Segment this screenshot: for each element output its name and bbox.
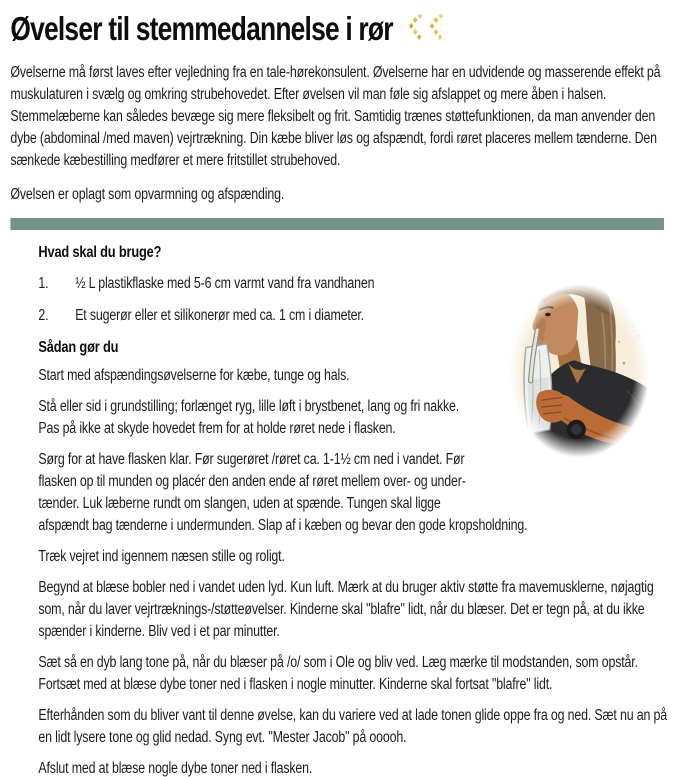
list-number: 1.	[38, 275, 49, 292]
requirement-item-1	[38, 273, 472, 295]
list-number: 2.	[38, 307, 49, 324]
intro-paragraph-2: Øvelsen er oplagt som opvarmning og afspænding.	[10, 186, 285, 203]
list-text: Et sugerør eller et silikonerør med ca. 1 cm i diameter.	[75, 307, 364, 324]
requirement-item-2	[38, 305, 472, 327]
page-title: Øvelser til stemmedannelse i rør	[10, 10, 393, 47]
instruction-step-5: Begynd at blæse bobler ned i vandet uden lyd. Kun luft. Mærk at du bruger aktiv støtte fra mavemusklerne, nøjagtig som, når du laver vejrtræknings-/støtteøvelser. Kinderne skal "blafre" lidt, når du blæser. Det er tegn på, at du ikke spænder i kinderne. Bliv ved i et par minutter.	[38, 579, 654, 640]
photo-woman-straw-bottle	[484, 254, 674, 488]
intro-paragraph-1: Øvelserne må først laves efter vejledning fra en tale-hørekonsulent. Øvelserne har en udvidende og masserende effekt på muskulaturen i svælg og omkring strubehovedet. Efter øvelsen vil man føle sig afslappet og mere åben i halsen. Stemmelæberne kan således bevæge sig mere fleksibelt og frit. Samtidig trænes støttefunktionen, da man anvender den dybe (abdominal /med maven) vejrtrækning. Din kæbe bliver løs og afspændt, fordi røret placeres mellem tænderne. Den sænkede kæbestilling medfører et mere fritstillet strubehoved.	[10, 64, 661, 169]
content-wrapper	[0, 8, 687, 777]
requirements-heading: Hvad skal du bruge?	[38, 244, 162, 261]
double-left-chevron-icon	[404, 12, 450, 50]
instruction-step-3: Sørg for at have flasken klar. Før sugerøret /røret ca. 1-1½ cm ned i vandet. Før flasken op til munden og placér den anden ende af røret mellem over- og under- tænder. Luk læberne rundt om slangen, uden at spænde. Tungen skal ligge afspændt bag tænderne i undermunden. Slap af i kæben og bevar den gode kropsholdning.	[38, 451, 528, 534]
page-title-row	[10, 8, 674, 50]
instruction-step-1: Start med afspændingsøvelserne for kæbe, tunge og hals.	[38, 367, 350, 384]
list-text: ½ L plastikflaske med 5-6 cm varmt vand fra vandhanen	[75, 275, 375, 292]
instruction-step-4: Træk vejret ind igennem næsen stille og roligt.	[38, 548, 285, 565]
section-divider-bar	[10, 218, 664, 230]
instruction-step-8: Afslut med at blæse nogle dybe toner ned i flasken.	[38, 760, 313, 777]
instruction-step-2: Stå eller sid i grundstilling; forlænget ryg, lille løft i brystbenet, lang og fri nakke. Pas på ikke at skyde hovedet frem for at holde røret nede i flasken.	[38, 398, 460, 437]
instructions-heading: Sådan gør du	[38, 339, 119, 356]
instruction-step-6: Sæt så en dyb lang tone på, når du blæser på /o/ som i Ole og bliv ved. Læg mærke til modstanden, som opstår. Fortsæt med at blæse dybe toner ned i flasken i nogle minutter. Kinderne skal fortsat "blafre" lidt.	[38, 654, 638, 693]
instruction-step-7: Efterhånden som du bliver vant til denne øvelse, kan du variere ved at lade tonen glide oppe fra og ned. Sæt nu an på en lidt lysere tone og glid nedad. Syng evt. "Mester Jacob" på ooooh.	[38, 707, 667, 746]
exercise-section	[10, 230, 674, 777]
